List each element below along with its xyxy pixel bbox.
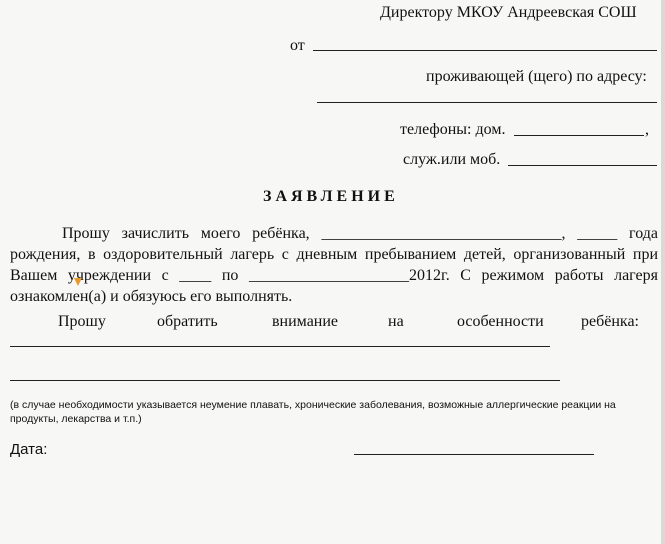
date-label: Дата: [10,441,48,458]
work-phone-field[interactable] [508,165,657,166]
note: (в случае необходимости указывается неумение плавать, хронические заболевания, возможные аллергические реакции на продукты, лекарства и т.п.) [10,399,616,425]
addressee: Директору МКОУ Андреевская СОШ [380,4,637,21]
signature-field[interactable] [354,454,594,455]
work-phone-label: служ.или моб. [403,151,501,168]
from-field[interactable] [313,50,657,51]
address-field[interactable] [317,102,657,103]
pen-mark [74,278,82,286]
address-label: проживающей (щего) по адресу: [426,68,647,85]
application-form: Директору МКОУ Андреевская СОШ от проживающей (щего) по адресу: телефоны: дом. , служ.или моб. ЗАЯВЛЕНИЕ Прошу зачислить моего ребёнка, ______________________________, _____ года рождения, в оздоровительный лагерь с дневным пребыванием детей, организованный при Вашем учреждении с ____ по ____________________2012г. С режимом работы лагеря ознакомлен(а) и обязуюсь его выполнять. Прошу обратить внимание на особенности ребёнка: (в случае необходимости указывается неумение плавать, хронические заболевания, возможные аллергические реакции на продукты, лекарства и т.п.) Дата: [0,0,665,544]
home-phone-label: телефоны: дом. [400,121,506,138]
from-label: от [290,37,305,54]
features-field-2[interactable] [10,380,560,381]
features-field-1[interactable] [10,346,550,347]
scan-edge [661,0,665,544]
body-paragraph: Прошу зачислить моего ребёнка, ______________________________, _____ года рождения, в оздоровительный лагерь с дневным пребыванием детей, организованный при Вашем учреждении с ____ по ____________________2012г. С режимом работы лагеря ознакомлен(а) и обязуюсь его выполнять. [10,225,658,305]
home-phone-field[interactable] [514,135,644,136]
document-title: ЗАЯВЛЕНИЕ [263,188,399,205]
